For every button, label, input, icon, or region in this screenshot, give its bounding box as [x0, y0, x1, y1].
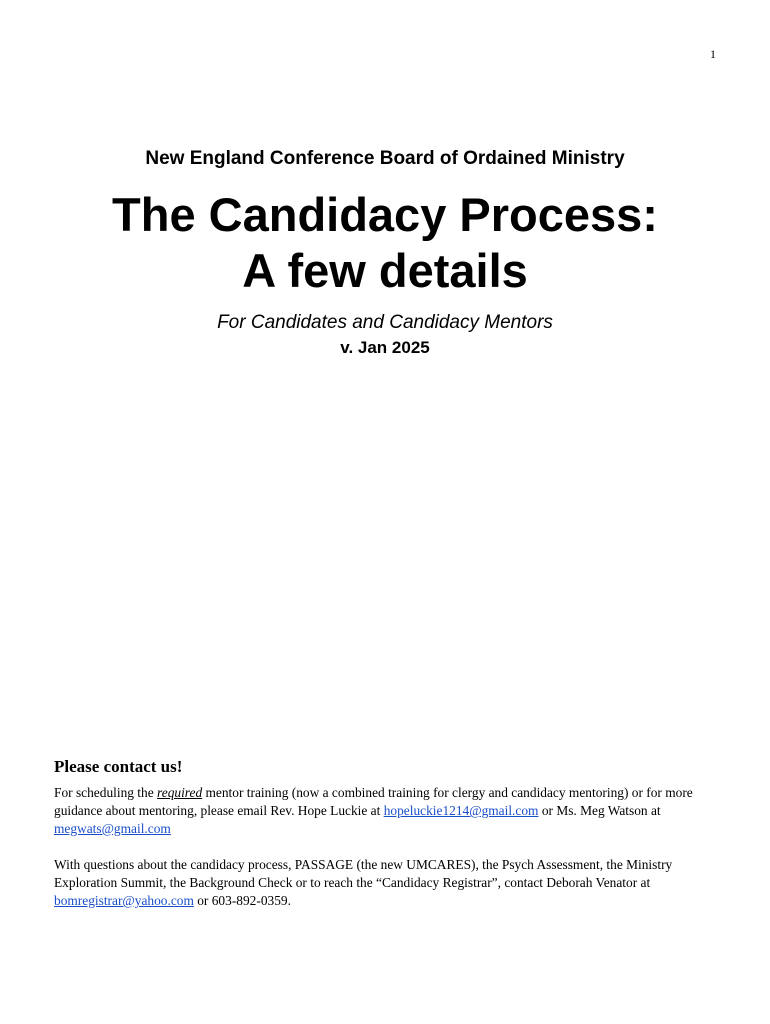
mentor-training-paragraph	[54, 784, 724, 838]
contact-section	[54, 756, 724, 910]
email-link-meg-watson[interactable]: megwats@gmail.com	[54, 821, 171, 836]
document-subtitle: For Candidates and Candidacy Mentors	[217, 312, 553, 333]
contact-heading: Please contact us!	[54, 757, 183, 776]
title-line-2: A few details	[242, 244, 528, 297]
title-line-1: The Candidacy Process:	[112, 188, 658, 241]
paragraph-text: or 603-892-0359.	[193, 893, 291, 908]
required-emphasis: required	[157, 785, 203, 800]
email-link-registrar[interactable]: bomregistrar@yahoo.com	[54, 893, 194, 908]
candidacy-questions-paragraph	[54, 856, 724, 910]
document-version: v. Jan 2025	[340, 338, 430, 357]
paragraph-text: mentor training (now a combined training for clergy and candidacy mentoring) or for more guidance about mentoring, please email Rev. Hope Luckie at	[54, 785, 693, 818]
paragraph-text: or Ms. Meg Watson at	[538, 803, 661, 818]
organization-name: New England Conference Board of Ordained Ministry	[145, 148, 625, 169]
paragraph-text: With questions about the candidacy process, PASSAGE (the new UMCARES), the Psych Assessment, the Ministry Exploration Summit, the Background Check or to reach the “Candidacy Registrar”, contact Deborah Venator at	[54, 857, 673, 890]
email-link-hope-luckie[interactable]: hopeluckie1214@gmail.com	[383, 803, 539, 818]
page-number: 1	[710, 47, 716, 61]
document-title	[0, 187, 770, 299]
paragraph-text: For scheduling the	[54, 785, 158, 800]
title-block	[0, 145, 770, 359]
